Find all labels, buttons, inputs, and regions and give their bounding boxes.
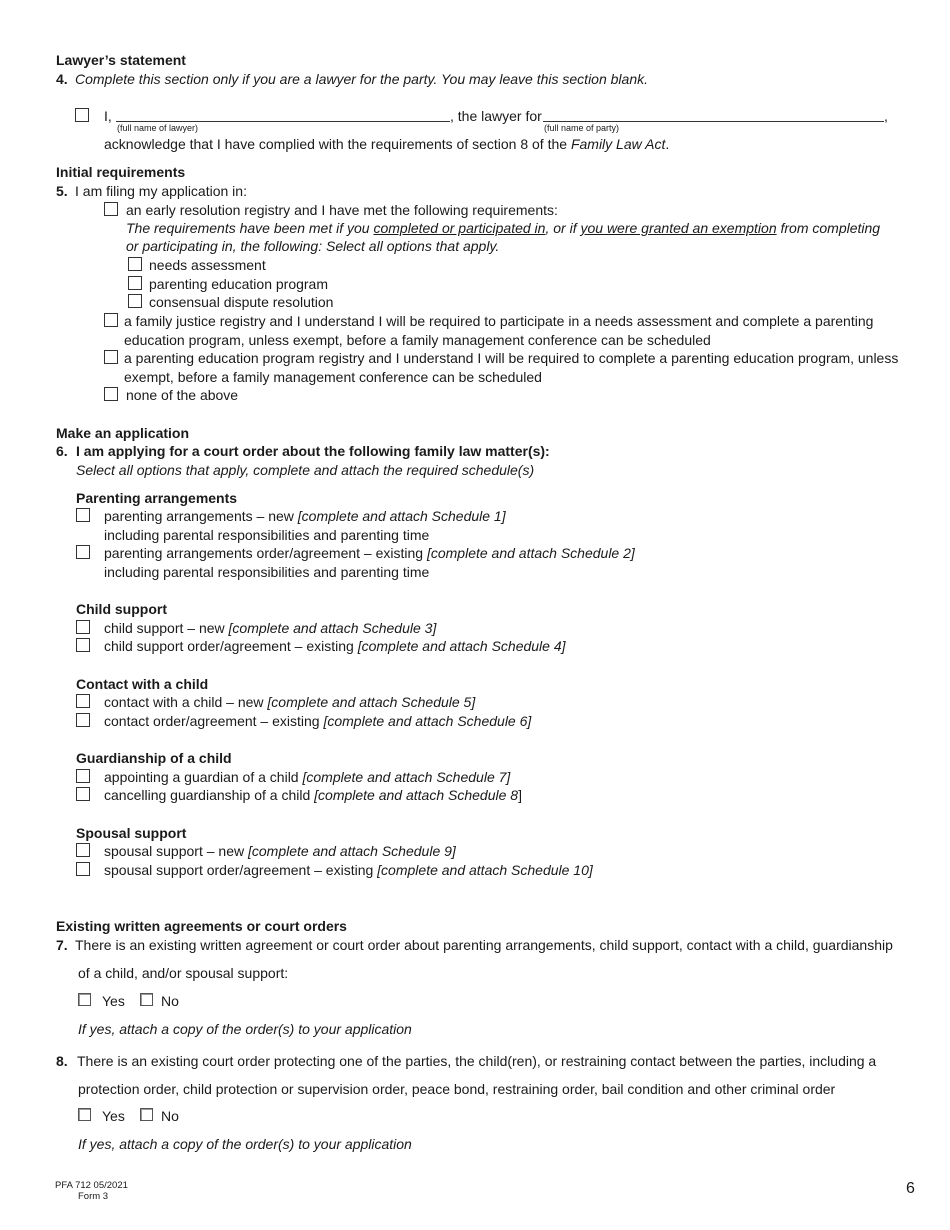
party-name-sublabel: (full name of party): [544, 123, 620, 133]
parenting-new-text: parenting arrangements – new: [104, 508, 298, 524]
schedule-6-note: [complete and attach Schedule 6]: [323, 713, 532, 729]
spousal-new-checkbox[interactable]: [76, 843, 90, 857]
contact-existing-label: [104, 713, 531, 730]
schedule-7-note: [complete and attach Schedule 7]: [302, 769, 511, 785]
req-underline-2: you were granted an exemption: [580, 220, 777, 236]
none-above-label: none of the above: [126, 387, 239, 403]
spousal-existing-text: spousal support order/agreement – existing: [104, 862, 378, 878]
parenting-heading: Parenting arrangements: [76, 490, 238, 506]
filing-intro: I am filing my application in:: [75, 183, 247, 199]
contact-new-label: [104, 694, 475, 711]
parenting-program-registry-label-2: exempt, before a family management conference can be scheduled: [124, 369, 542, 385]
parenting-new-sub: including parental responsibilities and parenting time: [104, 527, 430, 543]
schedule-4-note: [complete and attach Schedule 4]: [357, 638, 566, 654]
appoint-guardian-label: [104, 769, 510, 786]
spousal-new-text: spousal support – new: [104, 843, 248, 859]
application-subtitle: Select all options that apply, complete and attach the required schedule(s): [76, 462, 535, 478]
schedule-8-note: [complete and attach Schedule 8: [314, 787, 519, 803]
child-support-new-label: [104, 620, 436, 637]
appoint-guardian-checkbox[interactable]: [76, 769, 90, 783]
existing-orders-heading: Existing written agreements or court orders: [56, 918, 347, 934]
q7-yes-label: Yes: [102, 993, 125, 1009]
lawyer-comma: ,: [884, 108, 888, 124]
family-justice-registry-checkbox[interactable]: [104, 313, 118, 327]
q8-no-checkbox[interactable]: [140, 1108, 153, 1121]
form-name: Form 3: [78, 1191, 109, 1202]
child-support-new-text: child support – new: [104, 620, 229, 636]
parenting-existing-checkbox[interactable]: [76, 545, 90, 559]
contact-new-checkbox[interactable]: [76, 694, 90, 708]
req-underline-1: completed or participated in: [373, 220, 546, 236]
spousal-new-label: [104, 843, 456, 860]
early-resolution-label: an early resolution registry and I have met the following requirements:: [126, 202, 558, 218]
contact-existing-checkbox[interactable]: [76, 713, 90, 727]
schedule-2-note: [complete and attach Schedule 2]: [426, 545, 635, 561]
lawyer-name-field[interactable]: [116, 121, 450, 122]
spousal-heading: Spousal support: [76, 825, 187, 841]
early-resolution-checkbox[interactable]: [104, 202, 118, 216]
parenting-education-checkbox[interactable]: [128, 276, 142, 290]
cancel-guardianship-checkbox[interactable]: [76, 787, 90, 801]
page-number: 6: [906, 1180, 915, 1197]
child-support-new-checkbox[interactable]: [76, 620, 90, 634]
form-code: PFA 712 05/2021: [55, 1180, 128, 1191]
parenting-education-label: parenting education program: [149, 276, 329, 292]
consensual-dispute-label: consensual dispute resolution: [149, 294, 334, 310]
appoint-guardian-text: appointing a guardian of a child: [104, 769, 303, 785]
needs-assessment-checkbox[interactable]: [128, 257, 142, 271]
parenting-existing-label: [104, 545, 635, 562]
make-application-heading: Make an application: [56, 425, 190, 441]
contact-heading: Contact with a child: [76, 676, 209, 692]
contact-new-text: contact with a child – new: [104, 694, 268, 710]
lawyer-statement-checkbox[interactable]: [75, 108, 89, 122]
requirements-note-line2: or participating in, the following: Select all options that apply.: [126, 238, 500, 254]
item-number-5: 5.: [56, 183, 68, 199]
schedule-5-note: [complete and attach Schedule 5]: [267, 694, 476, 710]
q7-line2: of a child, and/or spousal support:: [78, 965, 289, 981]
req-text-2: , or if: [545, 220, 581, 236]
child-support-existing-text: child support order/agreement – existing: [104, 638, 358, 654]
q7-no-checkbox[interactable]: [140, 993, 153, 1006]
cancel-guardianship-text: cancelling guardianship of a child: [104, 787, 315, 803]
lawyer-statement-heading: Lawyer’s statement: [56, 52, 186, 68]
q7-no-label: No: [161, 993, 179, 1009]
requirements-note: [126, 220, 880, 237]
q8-attach-note: If yes, attach a copy of the order(s) to your application: [78, 1136, 412, 1152]
lawyer-for-label: , the lawyer for: [450, 108, 542, 124]
item-number-6: 6.: [56, 443, 68, 459]
family-justice-registry-label: a family justice registry and I understand I will be required to participate in a needs assessment and complete a parenting: [124, 313, 874, 329]
consensual-dispute-checkbox[interactable]: [128, 294, 142, 308]
req-text-3: from completing: [776, 220, 881, 236]
q7-yes-checkbox[interactable]: [78, 993, 91, 1006]
spousal-existing-checkbox[interactable]: [76, 862, 90, 876]
ack-act-name: Family Law Act: [570, 136, 666, 152]
child-support-existing-checkbox[interactable]: [76, 638, 90, 652]
none-above-checkbox[interactable]: [104, 387, 118, 401]
family-justice-registry-label-2: education program, unless exempt, before a family management conference can be scheduled: [124, 332, 711, 348]
guardianship-heading: Guardianship of a child: [76, 750, 232, 766]
item-number-4: 4.: [56, 71, 68, 87]
q8-no-label: No: [161, 1108, 179, 1124]
initial-requirements-heading: Initial requirements: [56, 164, 186, 180]
party-name-field[interactable]: [543, 121, 884, 122]
req-text-1: The requirements have been met if you: [126, 220, 374, 236]
item-number-8: 8.: [56, 1053, 68, 1069]
child-support-heading: Child support: [76, 601, 167, 617]
schedule-1-note: [complete and attach Schedule 1]: [297, 508, 506, 524]
child-support-existing-label: [104, 638, 566, 655]
spousal-existing-label: [104, 862, 593, 879]
lawyer-i-label: I,: [104, 108, 112, 124]
q8-yes-label: Yes: [102, 1108, 125, 1124]
lawyer-acknowledgement: [104, 136, 669, 153]
lawyer-instruction: Complete this section only if you are a lawyer for the party. You may leave this section blank.: [75, 71, 648, 87]
parenting-new-checkbox[interactable]: [76, 508, 90, 522]
item-number-7: 7.: [56, 937, 68, 953]
needs-assessment-label: needs assessment: [149, 257, 266, 273]
q8-line1: There is an existing court order protecting one of the parties, the child(ren), or restraining contact between the parties, including a: [77, 1053, 877, 1069]
contact-existing-text: contact order/agreement – existing: [104, 713, 324, 729]
parenting-program-registry-label: a parenting education program registry and I understand I will be required to complete a parenting education program, unless: [124, 350, 899, 366]
q8-line2: protection order, child protection or supervision order, peace bond, restraining order, bail condition and other criminal order: [78, 1081, 836, 1097]
ack-period: .: [665, 136, 670, 152]
schedule-3-note: [complete and attach Schedule 3]: [228, 620, 437, 636]
schedule-8-bracket: ]: [518, 787, 522, 803]
schedule-9-note: [complete and attach Schedule 9]: [247, 843, 456, 859]
cancel-guardianship-label: [104, 787, 522, 804]
parenting-existing-sub: including parental responsibilities and parenting time: [104, 564, 430, 580]
q8-yes-checkbox[interactable]: [78, 1108, 91, 1121]
parenting-program-registry-checkbox[interactable]: [104, 350, 118, 364]
ack-text: acknowledge that I have complied with the requirements of section 8 of the: [104, 136, 571, 152]
application-title: I am applying for a court order about the following family law matter(s):: [76, 443, 550, 459]
q7-attach-note: If yes, attach a copy of the order(s) to your application: [78, 1021, 412, 1037]
parenting-existing-text: parenting arrangements order/agreement – existing: [104, 545, 427, 561]
q7-line1: There is an existing written agreement or court order about parenting arrangements, child support, contact with a child, guardianship: [75, 937, 893, 953]
lawyer-name-sublabel: (full name of lawyer): [117, 123, 199, 133]
schedule-10-note: [complete and attach Schedule 10]: [377, 862, 593, 878]
parenting-new-label: [104, 508, 506, 525]
